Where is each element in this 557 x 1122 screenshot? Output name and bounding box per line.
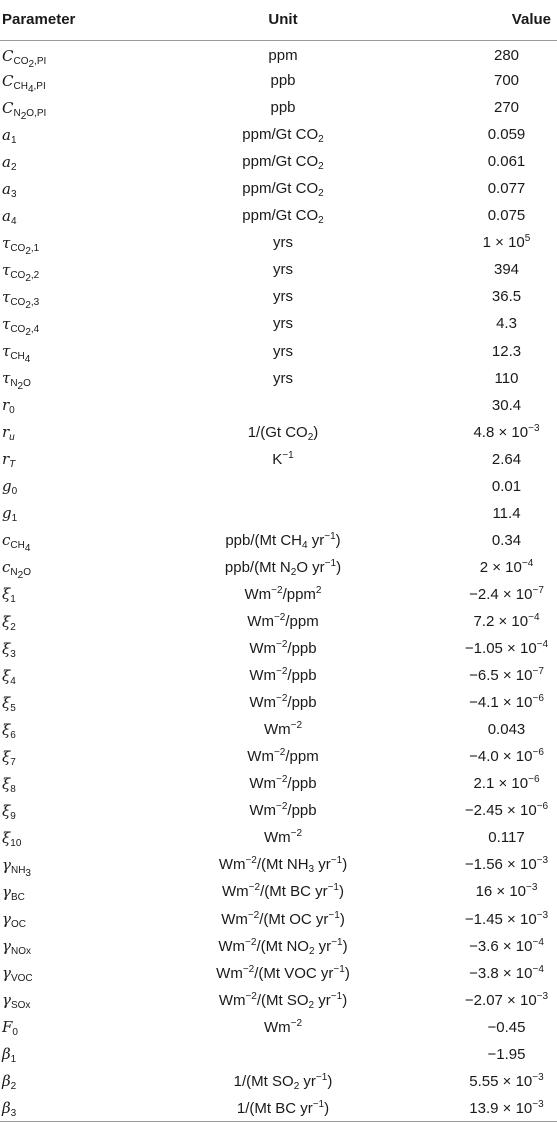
unit-cell: $Wm^{-2}$ xyxy=(263,828,303,847)
parameter-cell: $\xi_6$ xyxy=(2,720,16,741)
value-cell: $-4.1 \times 10^{-6}$ xyxy=(469,693,544,712)
value-cell: $2 \times 10^{-4}$ xyxy=(479,557,534,576)
table-row xyxy=(0,581,557,608)
value-cell: $5.55 \times 10^{-3}$ xyxy=(469,1071,544,1090)
unit-cell: yrs xyxy=(273,288,293,306)
parameter-cell: $C_{CH_4,PI}$ xyxy=(2,71,46,95)
table-row xyxy=(0,527,557,554)
unit-cell: ppm/Gt $CO_2$ xyxy=(242,180,324,200)
unit-cell: $Wm^{-2}$/ppm xyxy=(247,747,319,766)
table-row xyxy=(0,419,557,446)
parameter-cell: $\tau_{CO_2,3}$ xyxy=(2,287,40,311)
parameter-cell: $\xi_4$ xyxy=(2,666,16,687)
parameter-cell: $\tau_{N_2O}$ xyxy=(2,369,31,393)
parameter-cell: $F_0$ xyxy=(2,1018,18,1039)
table-body xyxy=(0,40,557,1122)
unit-cell xyxy=(150,1041,416,1068)
unit-cell: 1/(Gt $CO_2$) xyxy=(247,423,319,443)
parameter-cell: $\beta_2$ xyxy=(2,1072,17,1093)
table-row xyxy=(0,94,557,121)
unit-cell xyxy=(150,500,416,527)
table-row xyxy=(0,229,557,256)
unit-cell xyxy=(150,473,416,500)
table-row xyxy=(0,608,557,635)
header-value: Value xyxy=(416,0,557,40)
table-row xyxy=(0,338,557,365)
unit-cell: $Wm^{-2}/(Mt$ $NO_2$ $yr^{-1}$) xyxy=(218,936,348,957)
value-cell: −1.95 xyxy=(487,1045,526,1063)
table-row xyxy=(0,473,557,500)
table-row xyxy=(0,906,557,933)
parameter-cell: $\tau_{CO_2,1}$ xyxy=(2,233,40,257)
table-row xyxy=(0,689,557,716)
parameter-cell: $\tau_{CH_4}$ xyxy=(2,342,31,366)
unit-cell: ppb xyxy=(270,72,296,90)
value-cell: 0.077 xyxy=(487,180,526,198)
value-cell: 270 xyxy=(493,99,520,117)
parameter-cell: $g_0$ xyxy=(2,477,18,498)
table-row xyxy=(0,1041,557,1068)
unit-cell: $Wm^{-2}$ xyxy=(263,1017,303,1036)
value-cell: 0.059 xyxy=(487,126,526,144)
table-row xyxy=(0,67,557,94)
value-cell: 2.64 xyxy=(491,450,522,468)
value-cell: 700 xyxy=(493,72,520,90)
unit-cell: $Wm^{-2}/(Mt$ VOC $yr^{-1}$) xyxy=(216,963,350,982)
value-cell: 36.5 xyxy=(491,288,522,306)
table-row xyxy=(0,1095,557,1122)
unit-cell: $Wm^{-2}/(Mt$ $NH_3$ $yr^{-1}$) xyxy=(218,855,348,876)
value-cell: $-6.5 \times 10^{-7}$ xyxy=(469,666,544,685)
unit-cell: yrs xyxy=(273,342,293,360)
table-row xyxy=(0,851,557,878)
parameter-cell: $\tau_{CO_2,4}$ xyxy=(2,314,40,338)
value-cell: $-3.8 \times 10^{-4}$ xyxy=(469,963,544,982)
parameter-cell: $C_{N_2O,PI}$ xyxy=(2,98,47,122)
table-row xyxy=(0,310,557,337)
value-cell: 0.117 xyxy=(488,829,525,847)
unit-cell: ppb xyxy=(270,99,296,117)
table-row xyxy=(0,392,557,419)
parameter-cell: $g_1$ xyxy=(2,504,18,525)
table-header xyxy=(0,0,557,40)
parameter-cell: $a_3$ xyxy=(2,179,17,200)
value-cell: 110 xyxy=(494,369,519,387)
parameter-cell: $\xi_3$ xyxy=(2,639,16,660)
table-row xyxy=(0,365,557,392)
value-cell: $-1.05 \times 10^{-4}$ xyxy=(464,639,549,658)
unit-cell: ppm xyxy=(268,47,298,65)
value-cell: $-1.45 \times 10^{-3}$ xyxy=(464,909,549,928)
parameter-cell: $r_u$ xyxy=(2,423,15,444)
table-row xyxy=(0,121,557,148)
unit-cell: ppb/(Mt $N_2O$ $yr^{-1}$) xyxy=(224,557,342,578)
value-cell: 0.34 xyxy=(491,531,522,549)
value-cell: 0.043 xyxy=(487,721,526,739)
unit-cell: yrs xyxy=(273,261,293,279)
table-row xyxy=(0,40,557,67)
unit-cell: yrs xyxy=(273,315,293,333)
parameter-cell: $\xi_2$ xyxy=(2,612,16,633)
unit-cell: yrs xyxy=(273,234,293,252)
table-row xyxy=(0,635,557,662)
table-row xyxy=(0,770,557,797)
table-row xyxy=(0,500,557,527)
parameter-cell: $r_T$ xyxy=(2,450,16,471)
parameter-cell: $r_0$ xyxy=(2,396,15,417)
header-parameter: Parameter xyxy=(0,0,150,40)
unit-cell: $Wm^{-2}/(Mt$ BC $yr^{-1}$) xyxy=(222,882,344,901)
value-cell: $-2.45 \times 10^{-6}$ xyxy=(464,801,549,820)
value-cell: $-2.4 \times 10^{-7}$ xyxy=(469,584,544,603)
unit-cell: $Wm^{-2}$/ppb xyxy=(249,774,317,793)
table-row xyxy=(0,878,557,905)
value-cell: 4.3 xyxy=(496,315,517,333)
value-cell: $-4.0 \times 10^{-6}$ xyxy=(469,747,544,766)
value-cell: 0.061 xyxy=(487,153,526,171)
parameter-cell: $\gamma_{BC}$ xyxy=(2,882,25,903)
value-cell: 12.3 xyxy=(491,342,522,360)
unit-cell: $K^{-1}$ xyxy=(272,449,294,468)
value-cell: $16 \times 10^{-3}$ xyxy=(475,882,538,901)
unit-cell: $Wm^{-2}$/ppm xyxy=(247,612,319,630)
value-cell: $13.9 \times 10^{-3}$ xyxy=(416,1095,557,1122)
unit-cell: ppm/Gt $CO_2$ xyxy=(242,126,324,146)
table-row xyxy=(0,716,557,743)
value-cell: $-3.6 \times 10^{-4}$ xyxy=(469,936,544,955)
parameter-cell: $\gamma_{VOC}$ xyxy=(2,964,33,985)
table-row xyxy=(0,446,557,473)
parameter-cell: $\xi_{10}$ xyxy=(2,828,22,849)
parameter-cell: $\tau_{CO_2,2}$ xyxy=(2,260,40,284)
table-row xyxy=(0,797,557,824)
parameter-cell: $c_{CH_4}$ xyxy=(2,531,31,555)
parameter-cell: $c_{N_2O}$ xyxy=(2,558,31,582)
unit-cell: ppb/(Mt $CH_4$ $yr^{-1}$) xyxy=(225,530,341,551)
value-cell: $1 \times 10^5$ xyxy=(482,233,531,252)
unit-cell: $Wm^{-2}/(Mt$ OC $yr^{-1}$) xyxy=(221,909,345,928)
table-row xyxy=(0,987,557,1014)
unit-cell xyxy=(150,392,416,419)
parameter-cell: $a_1$ xyxy=(2,125,17,146)
value-cell: −0.45 xyxy=(487,1018,526,1036)
unit-cell: $Wm^{-2}/(Mt$ $SO_2$ $yr^{-1}$) xyxy=(218,990,348,1011)
value-cell: $-2.07 \times 10^{-3}$ xyxy=(464,990,549,1009)
value-cell: $-1.56 \times 10^{-3}$ xyxy=(464,855,549,874)
parameter-cell: $\xi_8$ xyxy=(2,774,16,795)
value-cell: 0.075 xyxy=(487,207,526,225)
unit-cell: $Wm^{-2}$/ppb xyxy=(249,801,317,820)
value-cell: $4.8 \times 10^{-3}$ xyxy=(473,422,540,441)
table-row xyxy=(0,960,557,987)
parameter-cell: $\xi_7$ xyxy=(2,747,16,768)
table-row xyxy=(0,933,557,960)
parameter-cell: $\beta_1$ xyxy=(2,1045,17,1066)
parameter-cell: $\gamma_{SOx}$ xyxy=(2,991,31,1012)
header-row xyxy=(0,0,557,40)
parameter-cell: $C_{CO_2,PI}$ xyxy=(2,46,47,70)
unit-cell: $Wm^{-2}$/ppb xyxy=(249,666,317,685)
value-cell: 30.4 xyxy=(491,396,522,414)
unit-cell: $Wm^{-2}$/ppb xyxy=(249,639,317,658)
table-row xyxy=(0,1014,557,1041)
parameter-cell: $\xi_1$ xyxy=(2,585,16,606)
table-row xyxy=(0,148,557,175)
unit-cell: 1/(Mt $SO_2$ $yr^{-1}$) xyxy=(233,1071,333,1092)
table-row xyxy=(0,202,557,229)
table-row xyxy=(0,256,557,283)
parameter-cell: $\gamma_{NH_3}$ xyxy=(2,855,31,879)
value-cell: 280 xyxy=(493,47,520,65)
parameter-cell: $\xi_5$ xyxy=(2,693,16,714)
parameter-cell: $\beta_3$ xyxy=(0,1095,150,1122)
value-cell: $2.1 \times 10^{-6}$ xyxy=(473,774,540,793)
table-row xyxy=(0,743,557,770)
table-row xyxy=(0,1068,557,1095)
unit-cell: 1/(Mt BC $yr^{-1}$) xyxy=(150,1095,416,1122)
value-cell: 394 xyxy=(493,261,520,279)
header-unit: Unit xyxy=(150,0,416,40)
table-row xyxy=(0,175,557,202)
unit-cell: ppm/Gt $CO_2$ xyxy=(242,153,324,173)
value-cell: $7.2 \times 10^{-4}$ xyxy=(473,612,540,630)
parameter-cell: $a_4$ xyxy=(2,206,17,227)
parameter-cell: $\gamma_{OC}$ xyxy=(2,910,26,931)
table-row xyxy=(0,554,557,581)
table-row xyxy=(0,283,557,310)
unit-cell: ppm/Gt $CO_2$ xyxy=(242,207,324,227)
unit-cell: yrs xyxy=(273,369,293,387)
unit-cell: $Wm^{-2}/ppm^2$ xyxy=(244,584,322,603)
value-cell: 0.01 xyxy=(491,477,522,495)
parameter-cell: $a_2$ xyxy=(2,152,17,173)
parameter-cell: $\xi_9$ xyxy=(2,801,16,822)
table-row xyxy=(0,824,557,851)
unit-cell: $Wm^{-2}$ xyxy=(263,720,303,739)
value-cell: 11.4 xyxy=(492,504,521,522)
unit-cell: $Wm^{-2}$/ppb xyxy=(249,693,317,712)
table-row xyxy=(0,662,557,689)
parameter-cell: $\gamma_{NOx}$ xyxy=(2,937,31,958)
